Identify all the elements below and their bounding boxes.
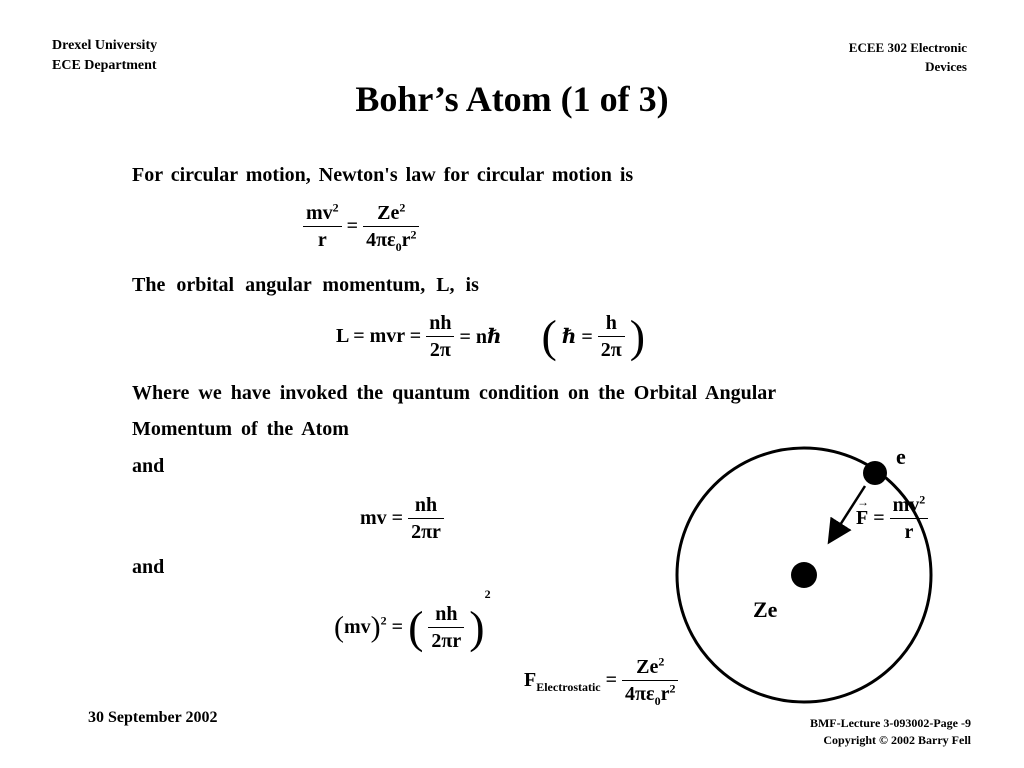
eq3-fraction: $\frac{nh}{2\pi r}$: [408, 492, 444, 545]
footer-page: BMF-Lecture 3-093002-Page -9: [809, 716, 971, 730]
nucleus-dot: [791, 562, 817, 588]
equation-momentum-squared: (mv)$^2$ = ( $\frac{nh}{2\pi r}$ )$^2$: [334, 587, 491, 653]
force-label: → F = $\frac{mv^2}{r}$: [856, 492, 928, 545]
electron-dot: [863, 461, 887, 485]
equation-newton: $\frac{mv^2}{r}$ = $\frac{Ze^2}{4\pi\varepsilon_0r^2}$: [303, 200, 419, 253]
eq1-rhs-fraction: $\frac{Ze^2}{4\pi\varepsilon_0r^2}$: [363, 200, 419, 253]
eq2-fraction: $\frac{nh}{2\pi}$: [426, 310, 454, 363]
nucleus-label: Ze: [753, 597, 778, 622]
slide-title: Bohr’s Atom (1 of 3): [355, 79, 669, 119]
department-name: ECE Department: [52, 58, 157, 73]
equation-electrostatic-force: $F_{Electrostatic}$ = $\frac{Ze^2}{4\pi\varepsilon_0r^2}$: [524, 654, 678, 707]
eq1-lhs-fraction: $\frac{mv^2}{r}$: [303, 200, 342, 253]
equation-angular-momentum: L = mvr = $\frac{nh}{2\pi}$ = nℏ ( ℏ = $\frac{h}{2\pi}$ ): [336, 310, 646, 362]
text-line-2: The orbital angular momentum, L, is: [132, 274, 479, 296]
text-line-3: Where we have invoked the quantum condition on the Orbital Angular: [132, 382, 777, 404]
footer-copyright: Copyright © 2002 Barry Fell: [823, 733, 971, 747]
text-and-2: and: [132, 556, 165, 578]
electron-label: e: [896, 444, 906, 469]
course-line1: ECEE 302 Electronic: [848, 40, 967, 55]
atom-diagram: [660, 440, 960, 710]
footer-right: [810, 715, 971, 749]
eq4-fraction: $\frac{nh}{2\pi r}$: [428, 601, 464, 654]
eq2-hbar-fraction: $\frac{h}{2\pi}$: [598, 310, 625, 363]
force-fraction: $\frac{mv^2}{r}$: [890, 492, 929, 545]
footer-date: 30 September 2002: [88, 709, 218, 726]
text-and-1: and: [132, 455, 165, 477]
text-line-4: Momentum of the Atom: [132, 418, 349, 440]
university-name: Drexel University: [52, 38, 158, 53]
course-line2: Devices: [925, 59, 967, 74]
eq5-fraction: $\frac{Ze^2}{4\pi\varepsilon_0r^2}$: [622, 654, 678, 707]
header-left: [52, 36, 157, 76]
text-line-1: For circular motion, Newton's law for circular motion is: [132, 164, 634, 186]
equation-momentum: mv = $\frac{nh}{2\pi r}$: [360, 492, 444, 545]
header-right: [849, 38, 967, 76]
